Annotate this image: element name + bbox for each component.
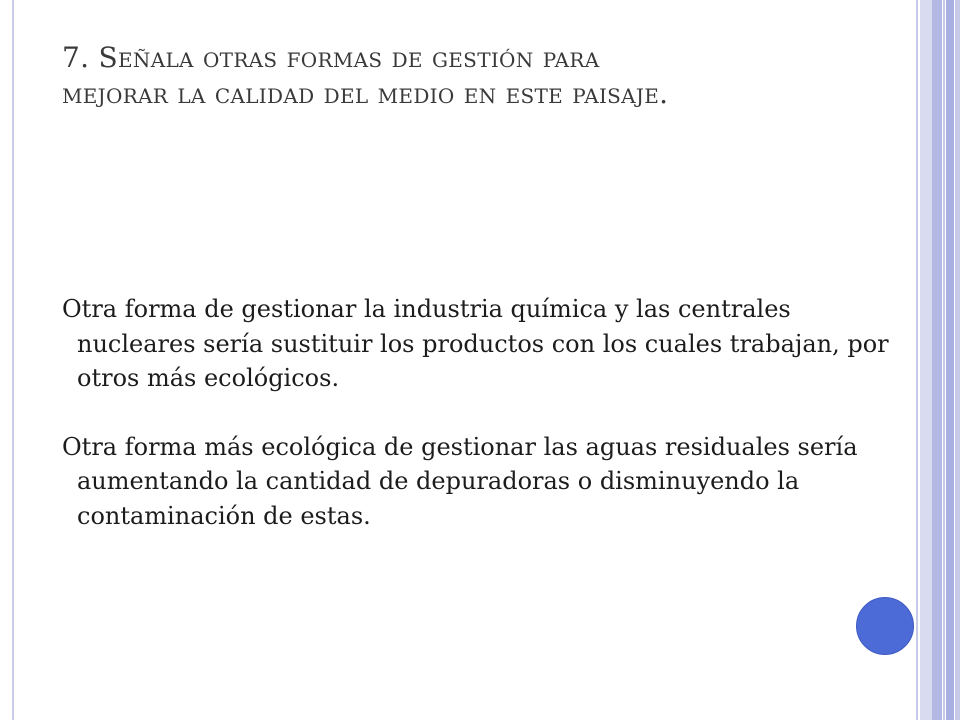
stripe bbox=[946, 0, 954, 720]
paragraph-2: Otra forma más ecológica de gestionar las aguas residuales sería aumentando la cantidad de depuradoras o disminuyendo la contaminación de estas. bbox=[62, 432, 858, 530]
title-line-1: Señala otras formas de gestión para bbox=[98, 41, 600, 74]
decorative-circle bbox=[856, 597, 914, 655]
right-decorative-stripes bbox=[916, 0, 960, 720]
slide-body bbox=[62, 292, 912, 533]
title-number: 7. bbox=[62, 41, 90, 74]
title-line-2: mejorar la calidad del medio en este paisaje. bbox=[62, 77, 669, 110]
paragraph-1: Otra forma de gestionar la industria química y las centrales nucleares sería sustituir los productos con los cuales trabajan, por otros más ecológicos. bbox=[62, 295, 889, 392]
left-decorative-line bbox=[12, 0, 14, 720]
stripe bbox=[932, 0, 942, 720]
stripe bbox=[955, 0, 960, 720]
stripe bbox=[943, 0, 945, 720]
stripe bbox=[920, 0, 932, 720]
slide-title bbox=[62, 40, 882, 112]
stripe bbox=[916, 0, 918, 720]
